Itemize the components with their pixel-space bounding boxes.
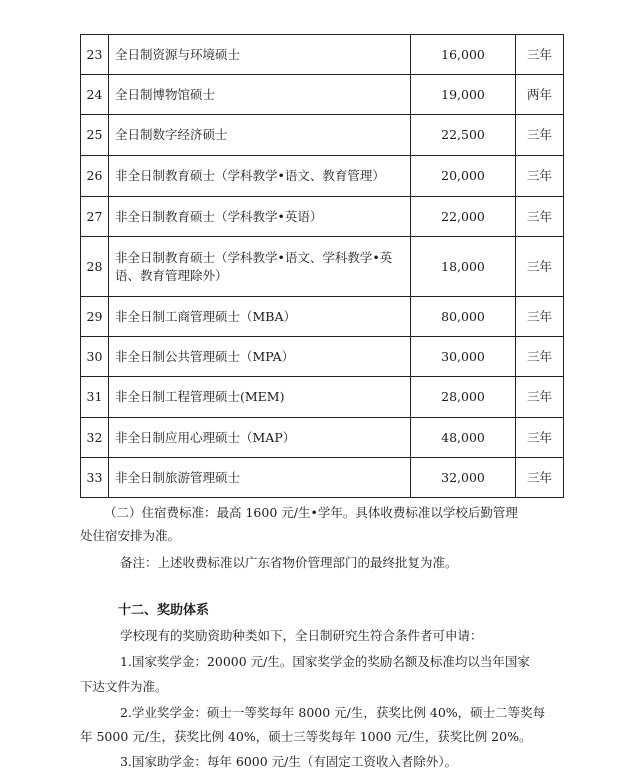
program-duration: 三年 [516,197,564,237]
intro-text: 学校现有的奖励资助种类如下，全日制研究生符合条件者可申请： [120,628,483,643]
item1-line2: 下达文件为准。 [80,679,168,694]
table-row [81,337,564,377]
tuition-fee: 30,000 [411,337,516,377]
program-name: 非全日制应用心理硕士（MAP） [109,418,411,458]
program-duration: 两年 [516,75,564,115]
row-number: 25 [81,115,109,156]
item3-text: 3.国家助学金：每年 6000 元/生（有固定工资收入者除外）。 [120,754,458,769]
item1-line1: 1.国家奖学金：20000 元/生。国家奖学金的奖励名额及标准均以当年国家 [120,654,530,669]
program-duration: 三年 [516,156,564,197]
table-row [81,377,564,418]
program-name: 全日制资源与环境硕士 [109,35,411,75]
note-text: 备注：上述收费标准以广东省物价管理部门的最终批复为准。 [120,555,458,570]
row-number: 23 [81,35,109,75]
tuition-fee: 48,000 [411,418,516,458]
table-row [81,458,564,498]
tuition-fee: 28,000 [411,377,516,418]
tuition-table [80,34,564,498]
table-row [81,197,564,237]
row-number: 33 [81,458,109,498]
accommodation-text-line2: 处住宿安排为准。 [80,528,181,543]
row-number: 26 [81,156,109,197]
program-name: 非全日制工程管理硕士(MEM) [109,377,411,418]
tuition-fee: 22,500 [411,115,516,156]
program-duration: 三年 [516,418,564,458]
program-name: 非全日制教育硕士（学科教学•英语） [109,197,411,237]
tuition-table-body [81,35,564,498]
tuition-fee: 16,000 [411,35,516,75]
table-row [81,297,564,337]
program-name: 非全日制教育硕士（学科教学•语文、学科教学•英语、教育管理除外） [109,237,411,297]
table-row [81,156,564,197]
row-number: 32 [81,418,109,458]
program-name: 非全日制教育硕士（学科教学•语文、教育管理） [109,156,411,197]
table-row [81,75,564,115]
tuition-fee: 80,000 [411,297,516,337]
item2-line2: 年 5000 元/生，获奖比例 40%，硕士三等奖每年 1000 元/生，获奖比例 20%。 [80,729,532,744]
section-heading: 十二、奖助体系 [118,603,210,618]
program-name: 全日制博物馆硕士 [109,75,411,115]
table-row [81,237,564,297]
program-name: 非全日制旅游管理硕士 [109,458,411,498]
row-number: 30 [81,337,109,377]
row-number: 29 [81,297,109,337]
tuition-fee: 32,000 [411,458,516,498]
table-row [81,35,564,75]
row-number: 24 [81,75,109,115]
row-number: 31 [81,377,109,418]
tuition-fee: 18,000 [411,237,516,297]
item2-line1: 2.学业奖学金：硕士一等奖每年 8000 元/生，获奖比例 40%，硕士二等奖每 [120,705,546,720]
program-duration: 三年 [516,115,564,156]
program-duration: 三年 [516,35,564,75]
table-row [81,115,564,156]
tuition-fee: 22,000 [411,197,516,237]
program-name: 非全日制工商管理硕士（MBA） [109,297,411,337]
program-name: 非全日制公共管理硕士（MPA） [109,337,411,377]
program-duration: 三年 [516,237,564,297]
row-number: 27 [81,197,109,237]
program-name: 全日制数字经济硕士 [109,115,411,156]
program-duration: 三年 [516,297,564,337]
tuition-fee: 20,000 [411,156,516,197]
table-row [81,418,564,458]
program-duration: 三年 [516,337,564,377]
program-duration: 三年 [516,377,564,418]
tuition-fee: 19,000 [411,75,516,115]
row-number: 28 [81,237,109,297]
accommodation-text-line1: （二）住宿费标准：最高 1600 元/生•学年。具体收费标准以学校后勤管理 [104,505,518,520]
program-duration: 三年 [516,458,564,498]
